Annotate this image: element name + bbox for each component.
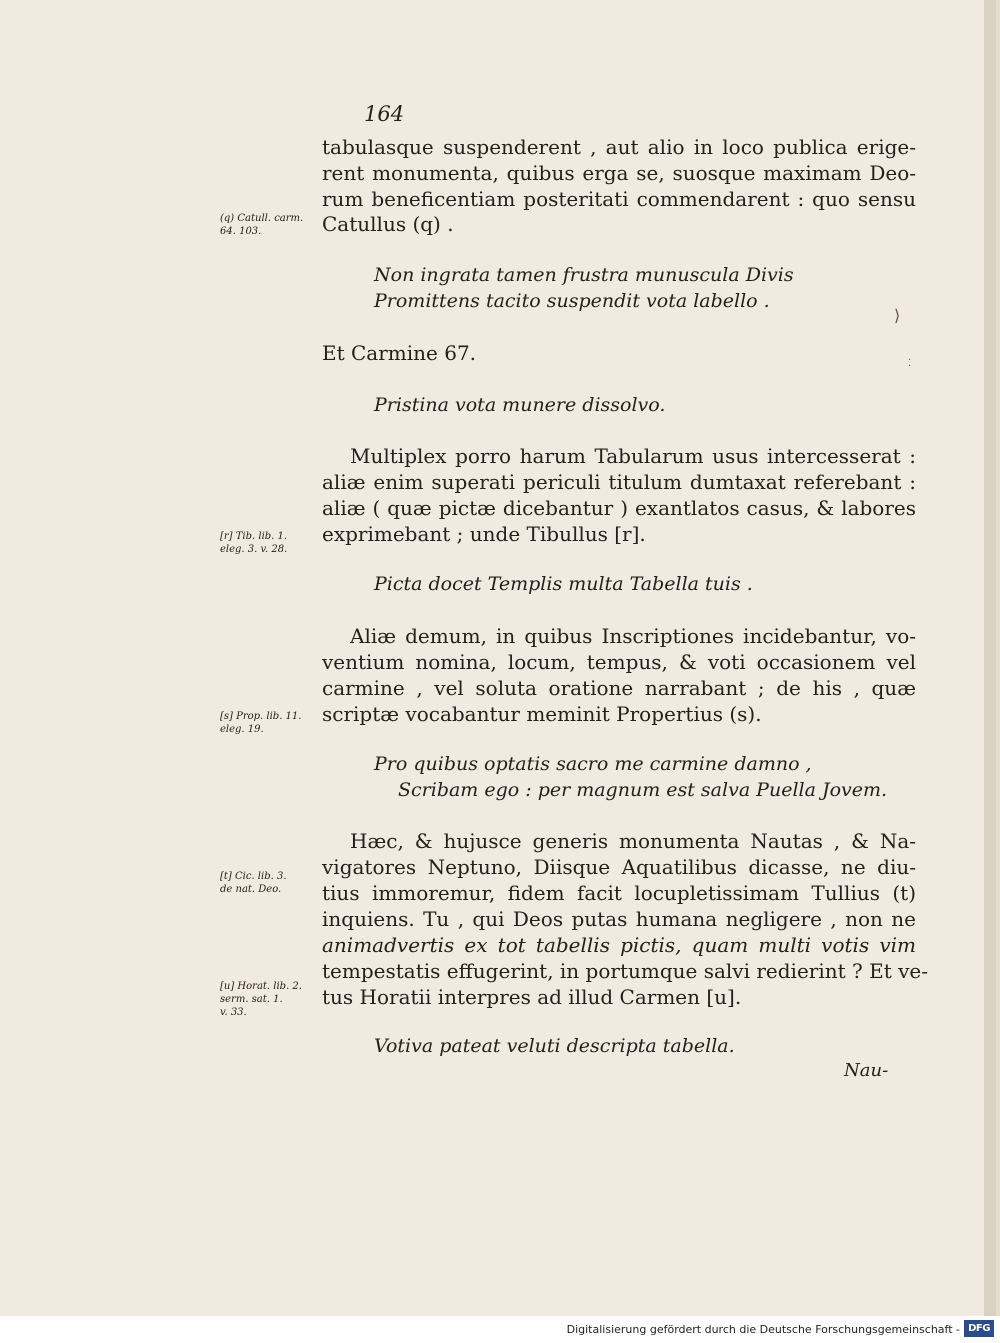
paper-mark: ⁚ [908, 358, 912, 369]
text-line: Multiplex porro harum Tabularum usus intercesserat : [350, 444, 916, 468]
note-line: 64. 103. [220, 226, 262, 237]
text-line: tempestatis effugerint, in portumque salvi redierint ? Et ve- [322, 959, 928, 983]
text-line: Hæc, & hujusce generis monumenta Nautas , & Na- [350, 829, 916, 853]
text-line: inquiens. Tu , qui Deos putas humana negligere , non ne [322, 907, 916, 931]
footer-bar [0, 1316, 1000, 1343]
note-line: eleg. 3. v. 28. [220, 544, 288, 555]
footer-credit: Digitalisierung gefördert durch die Deutsche Forschungsgemeinschaft - [566, 1323, 960, 1336]
verse-line: Scribam ego : per magnum est salva Puella Jovem. [398, 779, 888, 801]
margin-note [220, 212, 303, 238]
margin-note [220, 710, 301, 736]
text-line: aliæ ( quæ pictæ dicebantur ) exantlatos casus, & labores [322, 496, 916, 520]
text-line: tus Horatii interpres ad illud Carmen [u]. [322, 985, 742, 1009]
note-line: de nat. Deo. [220, 884, 282, 895]
text-line: exprimebant ; unde Tibullus [r]. [322, 522, 646, 546]
text-line: animadvertis ex tot tabellis pictis, quam multi votis vim [322, 933, 916, 957]
verse-line: Picta docet Templis multa Tabella tuis . [374, 573, 753, 595]
verse-line: Promittens tacito suspendit vota labello . [374, 290, 770, 312]
margin-note [220, 870, 287, 896]
note-line: [u] Horat. lib. 2. [220, 981, 302, 992]
note-line: serm. sat. 1. [220, 994, 283, 1005]
verse-line: Votiva pateat veluti descripta tabella. [374, 1035, 735, 1057]
note-line: [t] Cic. lib. 3. [220, 871, 287, 882]
dfg-logo-icon: DFG [964, 1320, 994, 1337]
text-line: rent monumenta, quibus erga se, suosque maximam Deo- [322, 161, 916, 185]
verse-line: Pro quibus optatis sacro me carmine damno , [374, 753, 812, 775]
text-line: carmine , vel soluta oratione narrabant ; de his , quæ [322, 676, 916, 700]
verse-line: Pristina vota munere dissolvo. [374, 394, 666, 416]
margin-note [220, 980, 302, 1019]
text-line: Aliæ demum, in quibus Inscriptiones incidebantur, vo- [350, 624, 916, 648]
verse-line: Non ingrata tamen frustra munuscula Divis [374, 264, 794, 286]
text-line: aliæ enim superati periculi titulum dumtaxat referebant : [322, 470, 916, 494]
note-line: (q) Catull. carm. [220, 213, 304, 224]
page-edge [984, 0, 996, 1316]
margin-note [220, 530, 287, 556]
text-line: Catullus (q) . [322, 212, 454, 236]
page-number: 164 [364, 102, 405, 126]
text-line: rum beneficentiam posteritati commendarent : quo sensu [322, 187, 916, 211]
text-line: ventium nomina, locum, tempus, & voti occasionem vel [322, 650, 916, 674]
note-line: eleg. 19. [220, 724, 264, 735]
note-line: [s] Prop. lib. 11. [220, 711, 302, 722]
text-line: tius immoremur, fidem facit locupletissimam Tullius (t) [322, 881, 916, 905]
text-line: Et Carmine 67. [322, 341, 477, 365]
note-line: v. 33. [220, 1007, 247, 1018]
paper-mark: ⟩ [894, 306, 901, 325]
note-line: [r] Tib. lib. 1. [220, 531, 288, 542]
catchword: Nau- [844, 1060, 889, 1081]
text-line: tabulasque suspenderent , aut alio in loco publica erige- [322, 135, 916, 159]
text-line: vigatores Neptuno, Diisque Aquatilibus dicasse, ne diu- [322, 855, 916, 879]
text-line: scriptæ vocabantur meminit Propertius (s). [322, 702, 762, 726]
